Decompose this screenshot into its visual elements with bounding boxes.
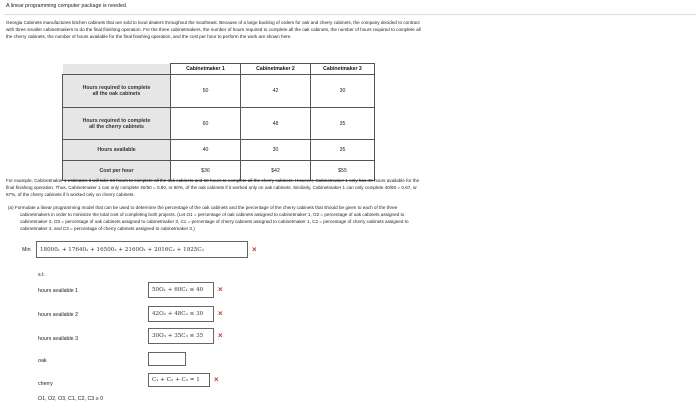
row-label-line: Hours available bbox=[97, 147, 136, 153]
constraint-label-hours-2: hours available 2 bbox=[38, 312, 79, 318]
constraint-input-hours-2[interactable]: 42O₂ + 48C₂ ≤ 30 bbox=[148, 306, 214, 322]
divider bbox=[4, 14, 696, 15]
constraint-incorrect-icon: × bbox=[218, 285, 223, 294]
row-label-line: Hours required to complete bbox=[82, 117, 151, 124]
cell-cost-3: $55 bbox=[311, 161, 375, 181]
constraint-input-cherry[interactable]: C₁ + C₂ + C₃ = 1 bbox=[148, 373, 210, 387]
part-a-line-2: cabinetmakers in order to minimize the total cost of completing both projects. (Let O1 = percentage of oak cabinets assigned to cabinetmaker 1, O2 = percentage of oak cabinets assigned to bbox=[20, 212, 405, 217]
row-label-line: Hours required to complete bbox=[82, 85, 151, 91]
constraint-input-hours-3[interactable]: 30O₃ + 35C₃ ≤ 35 bbox=[148, 328, 214, 344]
example-line-1: For example, Cabinetmaker 1 estimates it will take 50 hours to complete all the oak cabinets and 60 hours to complete all the cherry cabinets. However, Cabinetmaker 1 only has 40 hours available for the bbox=[6, 178, 420, 183]
row-label-oak bbox=[63, 75, 171, 108]
intro-para-3: the cherry cabinets, the number of hours available for the final finishing operation, and the cost per hour to perform the work are shown here. bbox=[6, 34, 292, 39]
header-cabinetmaker-1: Cabinetmaker 1 bbox=[171, 64, 241, 75]
row-label-line: all the oak cabinets bbox=[92, 91, 141, 97]
constraint-label-hours-1: hours available 1 bbox=[38, 288, 79, 294]
row-label-line: Cost per hour bbox=[99, 167, 134, 174]
intro-line: A linear programming computer package is needed. bbox=[6, 3, 128, 9]
cabinetmaker-table bbox=[62, 63, 375, 181]
example-line-2: final finishing operation. Thus, Cabinetmaker 1 can only complete 40/50 = 0.80, or 80%, of the oak cabinets if it worked only on oak cabinets. Similarly, Cabinetmaker 1 can only complete 40/60 = 0.67, or bbox=[6, 185, 417, 190]
cell-hours-1: 40 bbox=[171, 140, 241, 161]
part-a-line-3: cabinetmaker 2, O3 = percentage of oak cabinets assigned to cabinetmaker 3, C1 = percentage of cherry cabinets assigned to cabinetmaker 1, C2 = percentage of cherry cabinets assigned to bbox=[20, 219, 409, 224]
constraint-incorrect-icon: × bbox=[218, 309, 223, 318]
constraint-label-cherry: cherry bbox=[38, 381, 53, 387]
constraint-input-oak[interactable] bbox=[148, 352, 186, 366]
intro-para-2: with three smaller cabinetmakers to do the final finishing operation. For the three cabinetmakers, the number of hours required to complete all the oak cabinets, the number of hours required to complete all bbox=[6, 27, 421, 32]
part-a-line-4: cabinetmaker 2, and C3 = percentage of cherry cabinets assigned to cabinetmaker 3.) bbox=[20, 226, 195, 231]
cell-cost-2: $42 bbox=[241, 161, 311, 181]
objective-input[interactable]: 18000₁ + 17640₂ + 16500₃ + 2160O₁ + 2016C₂ + 1925C₃ bbox=[36, 241, 248, 258]
cell-oak-3: 30 bbox=[311, 75, 375, 108]
constraint-label-hours-3: hours available 3 bbox=[38, 336, 79, 342]
nonnegativity-constraint: O1, O2, O3, C1, C2, C3 ≥ 0 bbox=[38, 396, 104, 402]
example-line-3: 67%, of the cherry cabinets if it worked only on cherry cabinets. bbox=[6, 192, 135, 197]
constraint-incorrect-icon: × bbox=[218, 331, 223, 340]
cell-oak-1: 50 bbox=[171, 75, 241, 108]
header-cabinetmaker-3: Cabinetmaker 3 bbox=[311, 64, 375, 75]
constraint-input-hours-1[interactable]: 50O₁ + 60C₁ ≤ 40 bbox=[148, 282, 214, 298]
part-a-line-1: (a) Formulate a linear programming model that can be used to determine the percentage of the oak cabinets and the percentage of the cherry cabinets that should be given to each of the three bbox=[8, 205, 398, 210]
cell-hours-2: 30 bbox=[241, 140, 311, 161]
header-cabinetmaker-2: Cabinetmaker 2 bbox=[241, 64, 311, 75]
cell-cherry-3: 35 bbox=[311, 108, 375, 140]
cell-oak-2: 42 bbox=[241, 75, 311, 108]
constraint-incorrect-icon: × bbox=[214, 375, 219, 384]
row-label-line: all the cherry cabinets bbox=[89, 123, 144, 130]
min-label: Min bbox=[22, 247, 31, 253]
cell-cherry-2: 48 bbox=[241, 108, 311, 140]
objective-incorrect-icon: × bbox=[252, 245, 257, 254]
intro-para-1: Georgia Cabinets manufactures kitchen cabinets that are sold to local dealers throughout the Southeast. Because of a large backlog of orders for oak and cherry cabinets, the company decided to contract bbox=[6, 20, 420, 25]
row-label-hours bbox=[63, 140, 171, 161]
st-label: s.t. bbox=[38, 272, 46, 278]
table-corner bbox=[63, 64, 171, 75]
row-label-cherry bbox=[63, 108, 171, 140]
cell-cherry-1: 60 bbox=[171, 108, 241, 140]
cell-hours-3: 35 bbox=[311, 140, 375, 161]
cell-cost-1: $36 bbox=[171, 161, 241, 181]
constraint-label-oak: oak bbox=[38, 358, 47, 364]
